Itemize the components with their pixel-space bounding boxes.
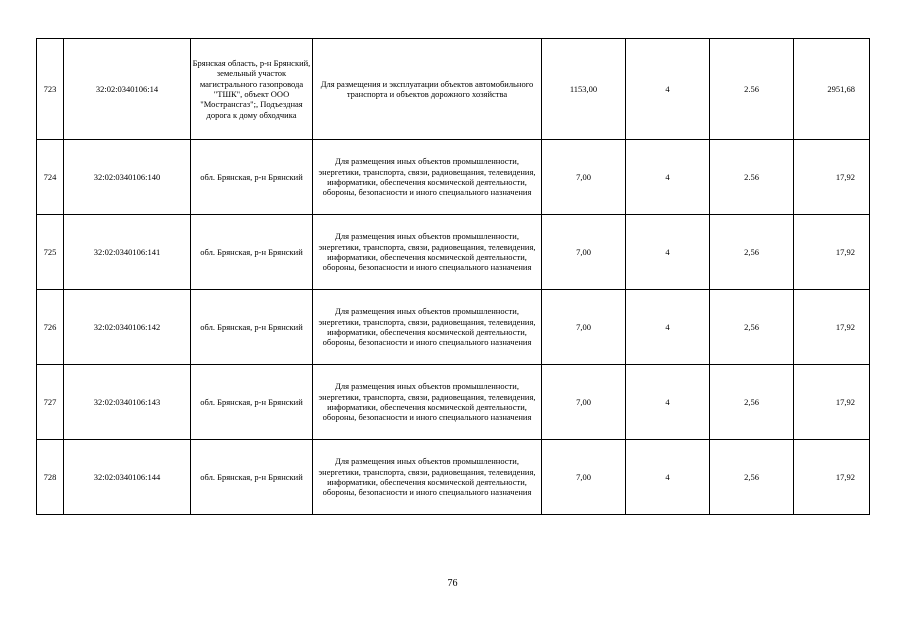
group-cell: 4 xyxy=(626,215,710,290)
group-cell: 4 xyxy=(626,290,710,365)
group-cell: 4 xyxy=(626,365,710,440)
table-row xyxy=(37,215,870,290)
row-number: 723 xyxy=(37,39,64,140)
rate-cell: 2,56 xyxy=(710,365,794,440)
location-cell: обл. Брянская, р-н Брянский xyxy=(191,140,313,215)
cadastral-number: 32:02:0340106:142 xyxy=(64,290,191,365)
group-cell: 4 xyxy=(626,140,710,215)
area-cell: 7,00 xyxy=(542,440,626,515)
table-row xyxy=(37,140,870,215)
row-number: 727 xyxy=(37,365,64,440)
purpose-cell: Для размещения и эксплуатации объектов автомобильного транспорта и объектов дорожного хозяйства xyxy=(313,39,542,140)
sum-cell: 17,92 xyxy=(794,140,870,215)
purpose-cell: Для размещения иных объектов промышленности, энергетики, транспорта, связи, радиовещания, телевидения, информатики, обеспечения космической деятельности, обороны, безопасности и иного специального назначения xyxy=(313,215,542,290)
sum-cell: 17,92 xyxy=(794,365,870,440)
location-cell: обл. Брянская, р-н Брянский xyxy=(191,440,313,515)
row-number: 725 xyxy=(37,215,64,290)
area-cell: 7,00 xyxy=(542,290,626,365)
row-number: 728 xyxy=(37,440,64,515)
area-cell: 1153,00 xyxy=(542,39,626,140)
sum-cell: 17,92 xyxy=(794,290,870,365)
location-cell: обл. Брянская, р-н Брянский xyxy=(191,365,313,440)
row-number: 724 xyxy=(37,140,64,215)
location-cell: Брянская область, р-н Брянский, земельный участок магистрального газопровода "ТШК", объект ООО "Мострансгаз";, Подъездная дорога к дому обходчика xyxy=(191,39,313,140)
table-row xyxy=(37,39,870,140)
rate-cell: 2,56 xyxy=(710,290,794,365)
area-cell: 7,00 xyxy=(542,140,626,215)
table-row xyxy=(37,290,870,365)
sum-cell: 2951,68 xyxy=(794,39,870,140)
cadastral-number: 32:02:0340106:144 xyxy=(64,440,191,515)
cadastral-number: 32:02:0340106:140 xyxy=(64,140,191,215)
group-cell: 4 xyxy=(626,39,710,140)
cadastral-number: 32:02:0340106:14 xyxy=(64,39,191,140)
rate-cell: 2,56 xyxy=(710,440,794,515)
group-cell: 4 xyxy=(626,440,710,515)
rate-cell: 2.56 xyxy=(710,140,794,215)
table-row xyxy=(37,365,870,440)
rate-cell: 2.56 xyxy=(710,39,794,140)
purpose-cell: Для размещения иных объектов промышленности, энергетики, транспорта, связи, радиовещания, телевидения, информатики, обеспечения космической деятельности, обороны, безопасности и иного специального назначения xyxy=(313,290,542,365)
purpose-cell: Для размещения иных объектов промышленности, энергетики, транспорта, связи, радиовещания, телевидения, информатики, обеспечения космической деятельности, обороны, безопасности и иного специального назначения xyxy=(313,440,542,515)
page-number: 76 xyxy=(447,578,458,589)
purpose-cell: Для размещения иных объектов промышленности, энергетики, транспорта, связи, радиовещания, телевидения, информатики, обеспечения космической деятельности, обороны, безопасности и иного специального назначения xyxy=(313,365,542,440)
area-cell: 7,00 xyxy=(542,215,626,290)
area-cell: 7,00 xyxy=(542,365,626,440)
cadastral-number: 32:02:0340106:143 xyxy=(64,365,191,440)
location-cell: обл. Брянская, р-н Брянский xyxy=(191,290,313,365)
sum-cell: 17,92 xyxy=(794,440,870,515)
table-row xyxy=(37,440,870,515)
row-number: 726 xyxy=(37,290,64,365)
location-cell: обл. Брянская, р-н Брянский xyxy=(191,215,313,290)
rate-cell: 2,56 xyxy=(710,215,794,290)
sum-cell: 17,92 xyxy=(794,215,870,290)
cadastral-number: 32:02:0340106:141 xyxy=(64,215,191,290)
land-plots-table xyxy=(36,38,870,515)
purpose-cell: Для размещения иных объектов промышленности, энергетики, транспорта, связи, радиовещания, телевидения, информатики, обеспечения космической деятельности, обороны, безопасности и иного специального назначения xyxy=(313,140,542,215)
